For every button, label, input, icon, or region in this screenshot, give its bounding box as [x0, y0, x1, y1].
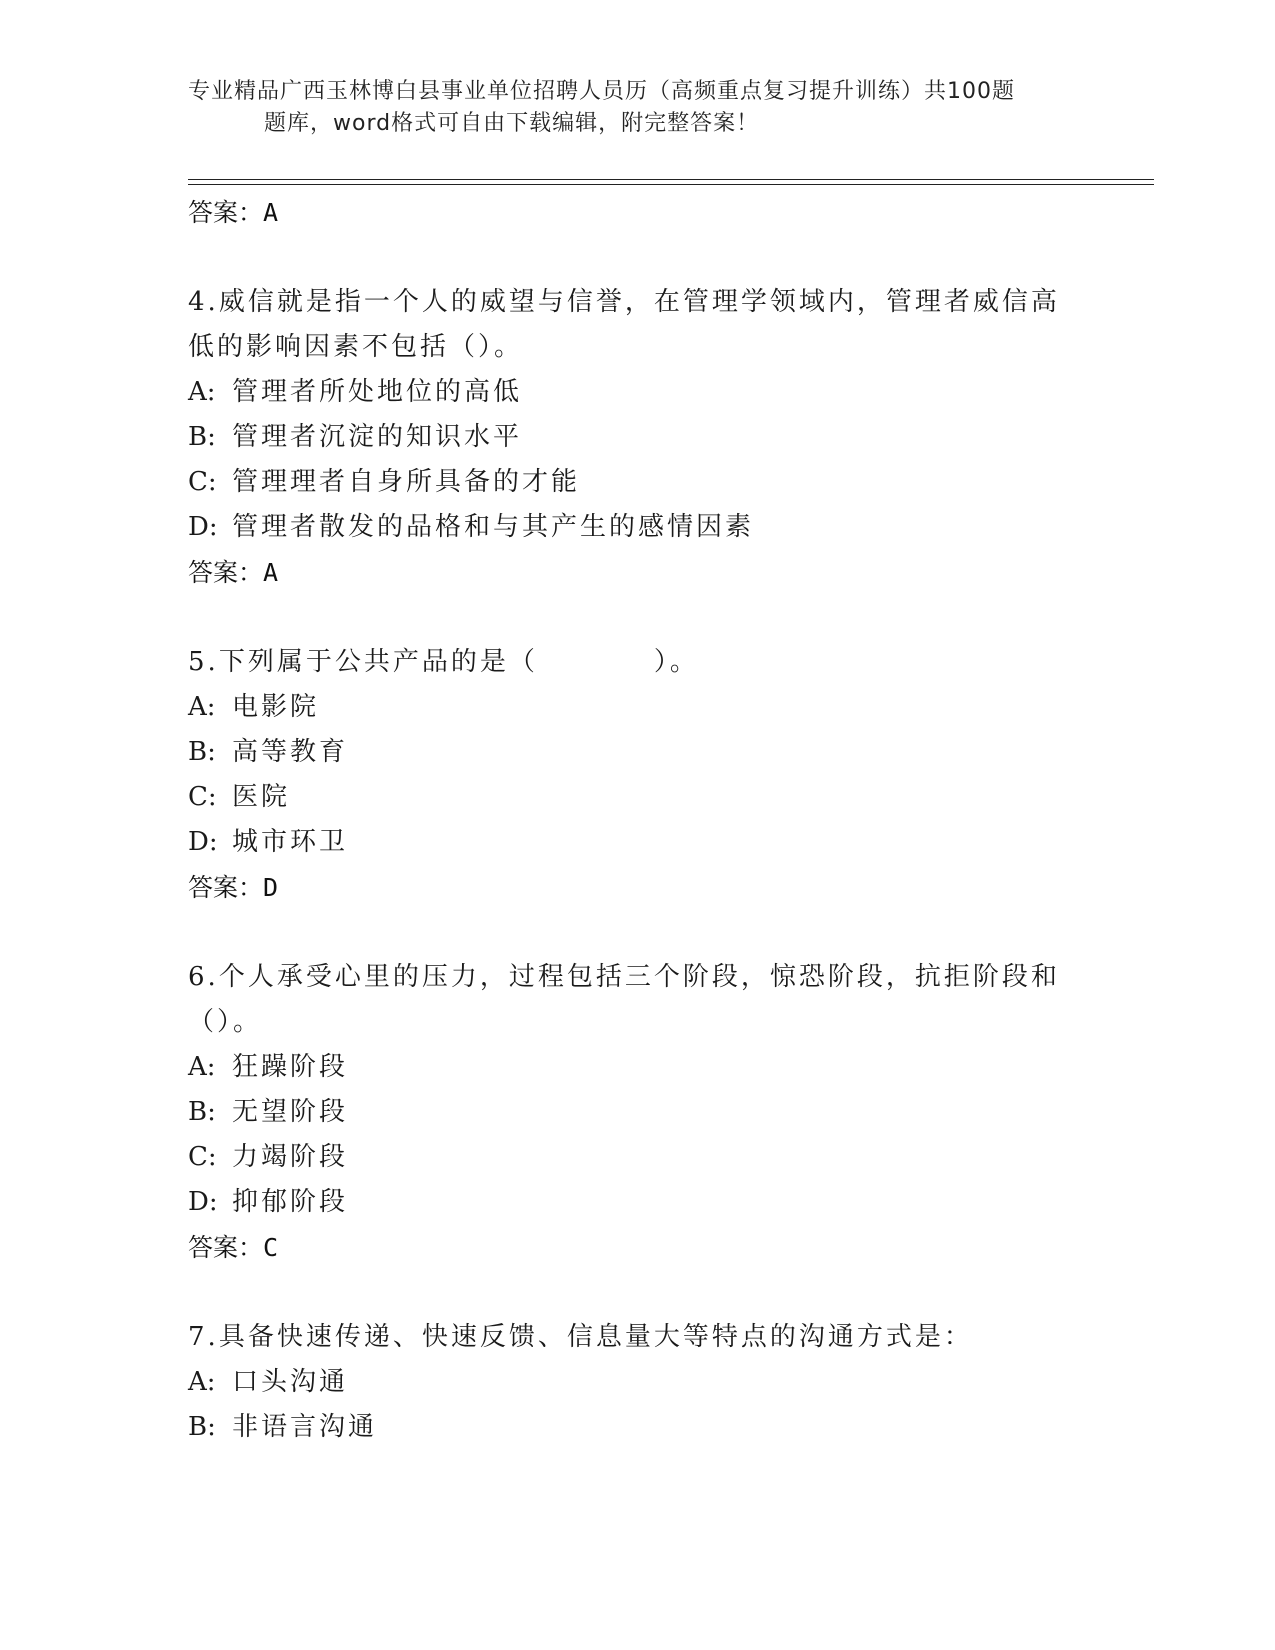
header-rule-bottom — [188, 184, 1154, 185]
option-text: 管理理者自身所具备的才能 — [232, 467, 581, 497]
question-list — [188, 190, 1088, 1450]
answer-label: 答案： — [188, 1233, 264, 1262]
option-key: A: — [188, 1052, 216, 1082]
question-text: 5.下列属于公共产品的是（ ）。 — [188, 647, 699, 677]
answer-value: C — [263, 1233, 279, 1262]
header-title-line2: 题库，word格式可自由下载编辑，附完整答案！ — [264, 111, 760, 136]
header-title-line1: 专业精品广西玉林博白县事业单位招聘人员历（高频重点复习提升训练）共100题 — [188, 79, 1015, 104]
option-text: 城市环卫 — [232, 827, 349, 857]
option-key: B: — [188, 737, 216, 767]
question-text: 6.个人承受心里的压力，过程包括三个阶段，惊恐阶段，抗拒阶段和 — [188, 962, 1060, 992]
option-key: C: — [188, 1142, 217, 1172]
answer-value: A — [263, 198, 279, 227]
option-text: 高等教育 — [232, 737, 349, 767]
option-text: 非语言沟通 — [232, 1412, 378, 1442]
option-key: B: — [188, 1412, 216, 1442]
option-item — [188, 505, 1088, 550]
answer-line — [188, 550, 1088, 596]
option-text: 电影院 — [232, 692, 320, 722]
option-item — [188, 1360, 1088, 1405]
answer-label: 答案： — [188, 198, 264, 227]
question-number: 7. — [188, 1322, 219, 1352]
option-text: 医院 — [232, 782, 291, 812]
question-text-continued: （）。 — [188, 1007, 263, 1037]
answer-value: A — [263, 558, 279, 587]
question-block — [188, 955, 1088, 1271]
document-header — [188, 76, 1088, 140]
option-item — [188, 1045, 1088, 1090]
option-key: C: — [188, 782, 217, 812]
option-text: 无望阶段 — [232, 1097, 349, 1127]
option-item — [188, 1135, 1088, 1180]
question-text: 4.威信就是指一个人的威望与信誉，在管理学领域内，管理者威信高 — [188, 287, 1060, 317]
option-text: 管理者散发的品格和与其产生的感情因素 — [232, 512, 755, 542]
answer-value: D — [263, 873, 279, 902]
option-key: C: — [188, 467, 217, 497]
header-rule-top — [188, 179, 1154, 180]
question-number: 5. — [188, 647, 219, 677]
option-key: B: — [188, 422, 216, 452]
question-text: 7.具备快速传递、快速反馈、信息量大等特点的沟通方式是： — [188, 1322, 973, 1352]
option-key: A: — [188, 377, 216, 407]
option-text: 管理者沉淀的知识水平 — [232, 422, 523, 452]
option-item — [188, 685, 1088, 730]
option-text: 力竭阶段 — [232, 1142, 349, 1172]
option-key: D: — [188, 1187, 218, 1217]
option-key: D: — [188, 827, 218, 857]
option-key: A: — [188, 692, 216, 722]
option-key: D: — [188, 512, 218, 542]
question-number: 4. — [188, 287, 219, 317]
answer-line — [188, 865, 1088, 911]
option-text: 口头沟通 — [232, 1367, 349, 1397]
answer-label: 答案： — [188, 873, 264, 902]
option-item — [188, 1180, 1088, 1225]
option-item — [188, 730, 1088, 775]
question-number: 6. — [188, 962, 219, 992]
option-item — [188, 1405, 1088, 1450]
option-key: B: — [188, 1097, 216, 1127]
question-text-continued: 低的影响因素不包括（）。 — [188, 332, 524, 362]
option-item — [188, 820, 1088, 865]
question-block — [188, 640, 1088, 911]
answer-line — [188, 190, 1088, 236]
option-text: 抑郁阶段 — [232, 1187, 349, 1217]
option-item — [188, 1090, 1088, 1135]
answer-label: 答案： — [188, 558, 264, 587]
option-item — [188, 370, 1088, 415]
question-block — [188, 280, 1088, 596]
answer-line — [188, 1225, 1088, 1271]
option-text: 管理者所处地位的高低 — [232, 377, 523, 407]
option-text: 狂躁阶段 — [232, 1052, 349, 1082]
option-item — [188, 460, 1088, 505]
question-block — [188, 1315, 1088, 1450]
option-item — [188, 415, 1088, 460]
option-key: A: — [188, 1367, 216, 1397]
option-item — [188, 775, 1088, 820]
